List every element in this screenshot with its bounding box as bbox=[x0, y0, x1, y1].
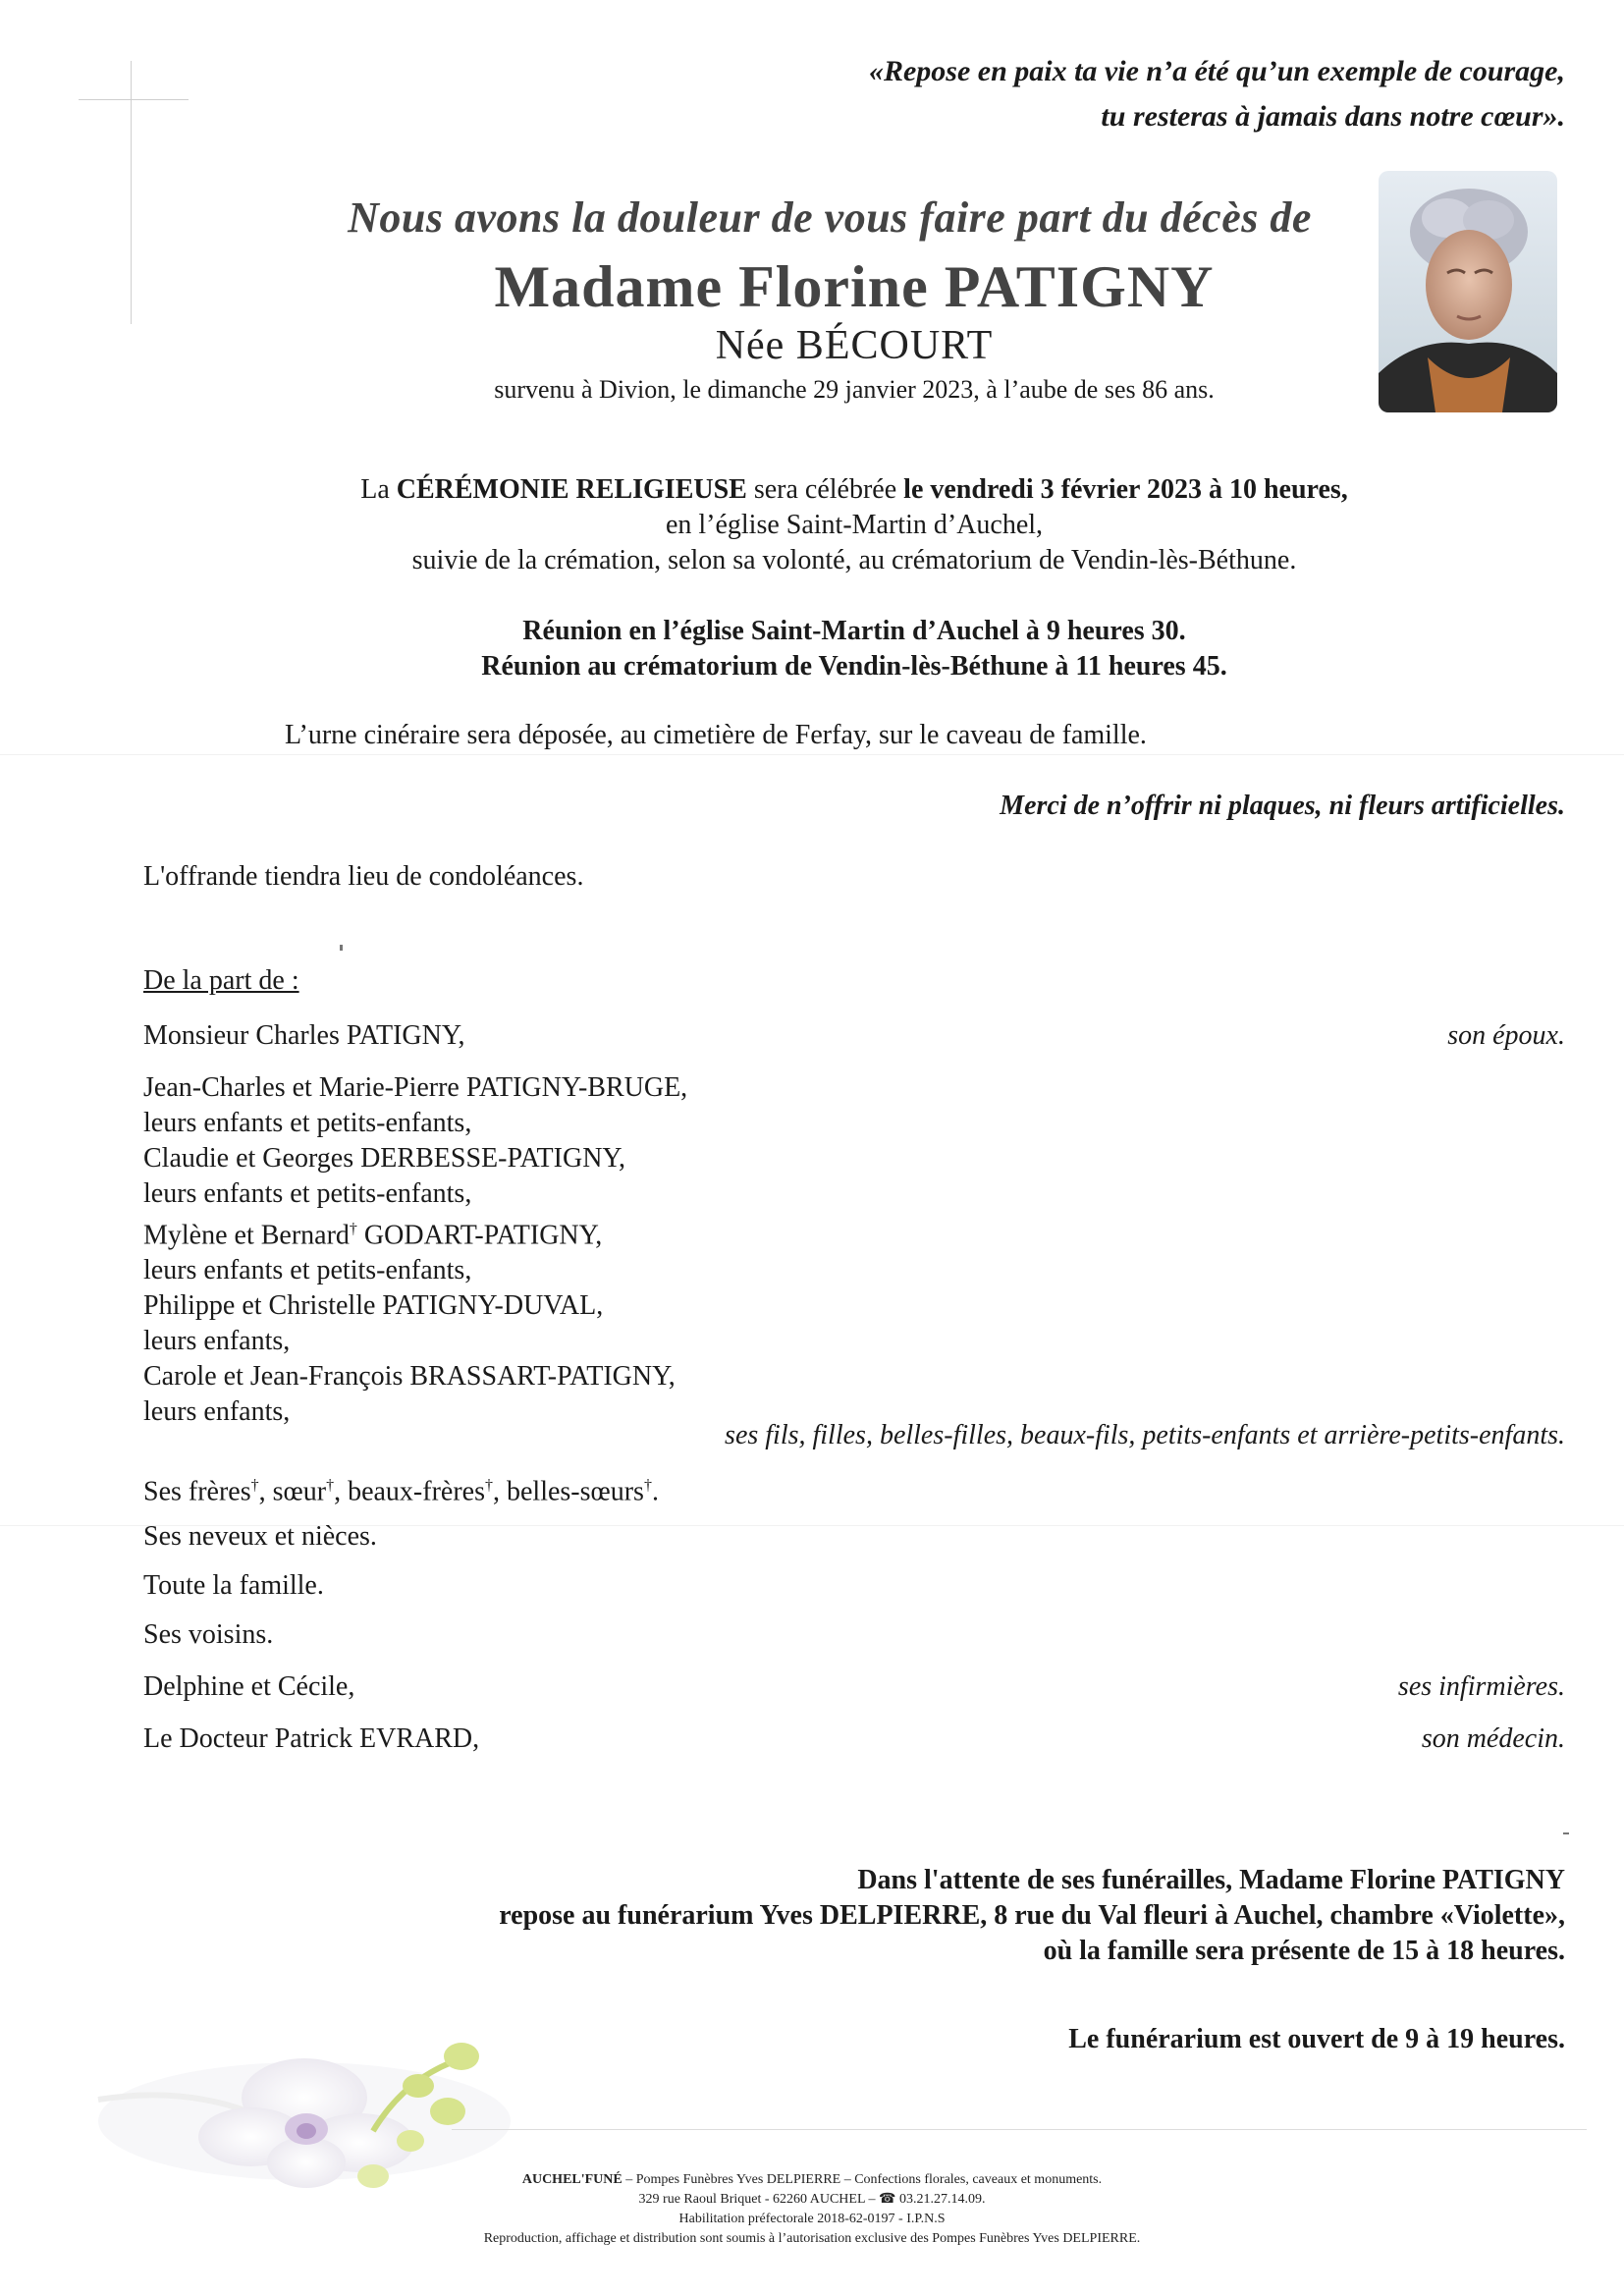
text-segment: sera célébrée bbox=[746, 474, 904, 505]
footer bbox=[321, 2170, 1303, 2249]
death-details: survenu à Divion, le dimanche 29 janvier 2023, à l’aube de ses 86 ans. bbox=[494, 375, 1215, 404]
doctor-relation: son médecin. bbox=[1421, 1723, 1565, 1754]
nurses-relation: ses infirmières. bbox=[1397, 1671, 1565, 1702]
ceremony-line: suivie de la crémation, selon sa volonté, au crématorium de Vendin-lès-Béthune. bbox=[411, 545, 1297, 575]
family-line: Carole et Jean-François BRASSART-PATIGNY, bbox=[143, 1361, 676, 1393]
portrait-photo bbox=[1379, 171, 1557, 412]
quote-line: tu resteras à jamais dans notre cœur». bbox=[1101, 100, 1565, 133]
footer-line bbox=[321, 2170, 1303, 2190]
footer-line: Reproduction, affichage et distribution sont soumis à l’autorisation exclusive des Pompes Funèbres Yves DELPIERRE. bbox=[483, 2231, 1141, 2246]
siblings-line bbox=[143, 1468, 1565, 1507]
paper-fold bbox=[0, 754, 1624, 755]
no-flowers-notice: Merci de n’offrir ni plaques, ni fleurs artificielles. bbox=[1000, 791, 1565, 821]
text-segment: Ses frères bbox=[143, 1476, 251, 1507]
maiden-name: Née BÉCOURT bbox=[715, 323, 994, 368]
husband-name: Monsieur Charles PATIGNY, bbox=[143, 1020, 465, 1051]
footer-brand: AUCHEL'FUNÉ bbox=[521, 2172, 623, 2187]
funerarium-hours: Le funérarium est ouvert de 9 à 19 heures. bbox=[1068, 2024, 1565, 2054]
speck bbox=[1563, 1832, 1569, 1834]
doctor-line bbox=[143, 1722, 1565, 1757]
family-line: leurs enfants et petits-enfants, bbox=[143, 1108, 472, 1138]
ceremony-line bbox=[245, 472, 1463, 508]
text-segment: . bbox=[651, 1476, 659, 1507]
other-line: Ses voisins. bbox=[143, 1619, 274, 1650]
family-line: Jean-Charles et Marie-Pierre PATIGNY-BRUGE, bbox=[143, 1072, 688, 1103]
text-segment: , sœur bbox=[258, 1476, 327, 1507]
ceremony-date: le vendredi 3 février 2023 à 10 heures, bbox=[903, 474, 1348, 505]
quote-line: «Repose en paix ta vie n’a été qu’un exemple de courage, bbox=[868, 55, 1565, 87]
reunion-line: Réunion en l’église Saint-Martin d’Auchel à 9 heures 30. bbox=[522, 616, 1186, 646]
other-line: Toute la famille. bbox=[143, 1570, 324, 1601]
cross-icon-bar bbox=[79, 99, 189, 100]
ceremony-title: CÉRÉMONIE RELIGIEUSE bbox=[396, 474, 747, 505]
family-line: Philippe et Christelle PATIGNY-DUVAL, bbox=[143, 1290, 604, 1322]
family-line bbox=[143, 1212, 687, 1253]
footer-line: Habilitation préfectorale 2018-62-0197 - I.P.N.S bbox=[678, 2212, 946, 2226]
from-label: De la part de : bbox=[143, 965, 299, 996]
text-segment: , belles-sœurs bbox=[492, 1476, 644, 1507]
ceremony-line: en l’église Saint-Martin d’Auchel, bbox=[665, 510, 1044, 540]
offering-notice: L'offrande tiendra lieu de condoléances. bbox=[143, 861, 584, 892]
family-line: leurs enfants et petits-enfants, bbox=[143, 1178, 472, 1209]
footer-line: 329 rue Raoul Briquet - 62260 AUCHEL – ☎ 03.21.27.14.09. bbox=[638, 2192, 986, 2207]
text-segment: , beaux-frères bbox=[334, 1476, 485, 1507]
announcement-intro: Nous avons la douleur de vous faire part du décès de bbox=[348, 193, 1312, 242]
other-line: Ses neveux et nièces. bbox=[143, 1521, 377, 1552]
family-description: ses fils, filles, belles-filles, beaux-fils, petits-enfants et arrière-petits-enfants. bbox=[725, 1420, 1565, 1450]
text-segment: – Pompes Funèbres Yves DELPIERRE – Confections florales, caveaux et monuments. bbox=[622, 2172, 1103, 2187]
husband-line bbox=[143, 1018, 1565, 1054]
nurses-name: Delphine et Cécile, bbox=[143, 1671, 355, 1702]
husband-relation: son époux. bbox=[1447, 1020, 1565, 1051]
reunion-line: Réunion au crématorium de Vendin-lès-Béthune à 11 heures 45. bbox=[481, 651, 1227, 682]
deceased-name: Madame Florine PATIGNY bbox=[494, 254, 1215, 319]
text-segment: GODART-PATIGNY, bbox=[363, 1220, 603, 1251]
dagger-mark: † bbox=[643, 1477, 652, 1494]
reunion-block bbox=[245, 614, 1463, 684]
urn-notice: L’urne cinéraire sera déposée, au cimetière de Ferfay, sur le caveau de famille. bbox=[285, 720, 1147, 750]
family-line: leurs enfants, bbox=[143, 1396, 291, 1428]
ceremony-block bbox=[245, 472, 1463, 578]
family-line: leurs enfants et petits-enfants, bbox=[143, 1255, 472, 1286]
dagger-mark: † bbox=[326, 1477, 335, 1494]
family-list bbox=[143, 1070, 687, 1430]
funerarium-line: où la famille sera présente de 15 à 18 heures. bbox=[1043, 1936, 1565, 1966]
family-line: leurs enfants, bbox=[143, 1326, 291, 1357]
footer-divider bbox=[452, 2129, 1587, 2130]
epitaph-quote bbox=[583, 49, 1565, 139]
nurses-line bbox=[143, 1669, 1565, 1705]
funerarium-line: repose au funérarium Yves DELPIERRE, 8 rue du Val fleuri à Auchel, chambre «Violette», bbox=[499, 1900, 1565, 1931]
text-segment: Mylène et Bernard bbox=[143, 1220, 350, 1251]
doctor-name: Le Docteur Patrick EVRARD, bbox=[143, 1723, 480, 1754]
funerarium-block bbox=[289, 1863, 1565, 1969]
funerarium-line: Dans l'attente de ses funérailles, Madame Florine PATIGNY bbox=[857, 1865, 1565, 1895]
dagger-mark: † bbox=[250, 1477, 259, 1494]
dagger-mark: † bbox=[349, 1221, 357, 1237]
text-segment: La bbox=[360, 474, 397, 505]
speck bbox=[340, 945, 343, 951]
family-line: Claudie et Georges DERBESSE-PATIGNY, bbox=[143, 1143, 626, 1174]
dagger-mark: † bbox=[484, 1477, 493, 1494]
cross-icon bbox=[131, 61, 132, 324]
